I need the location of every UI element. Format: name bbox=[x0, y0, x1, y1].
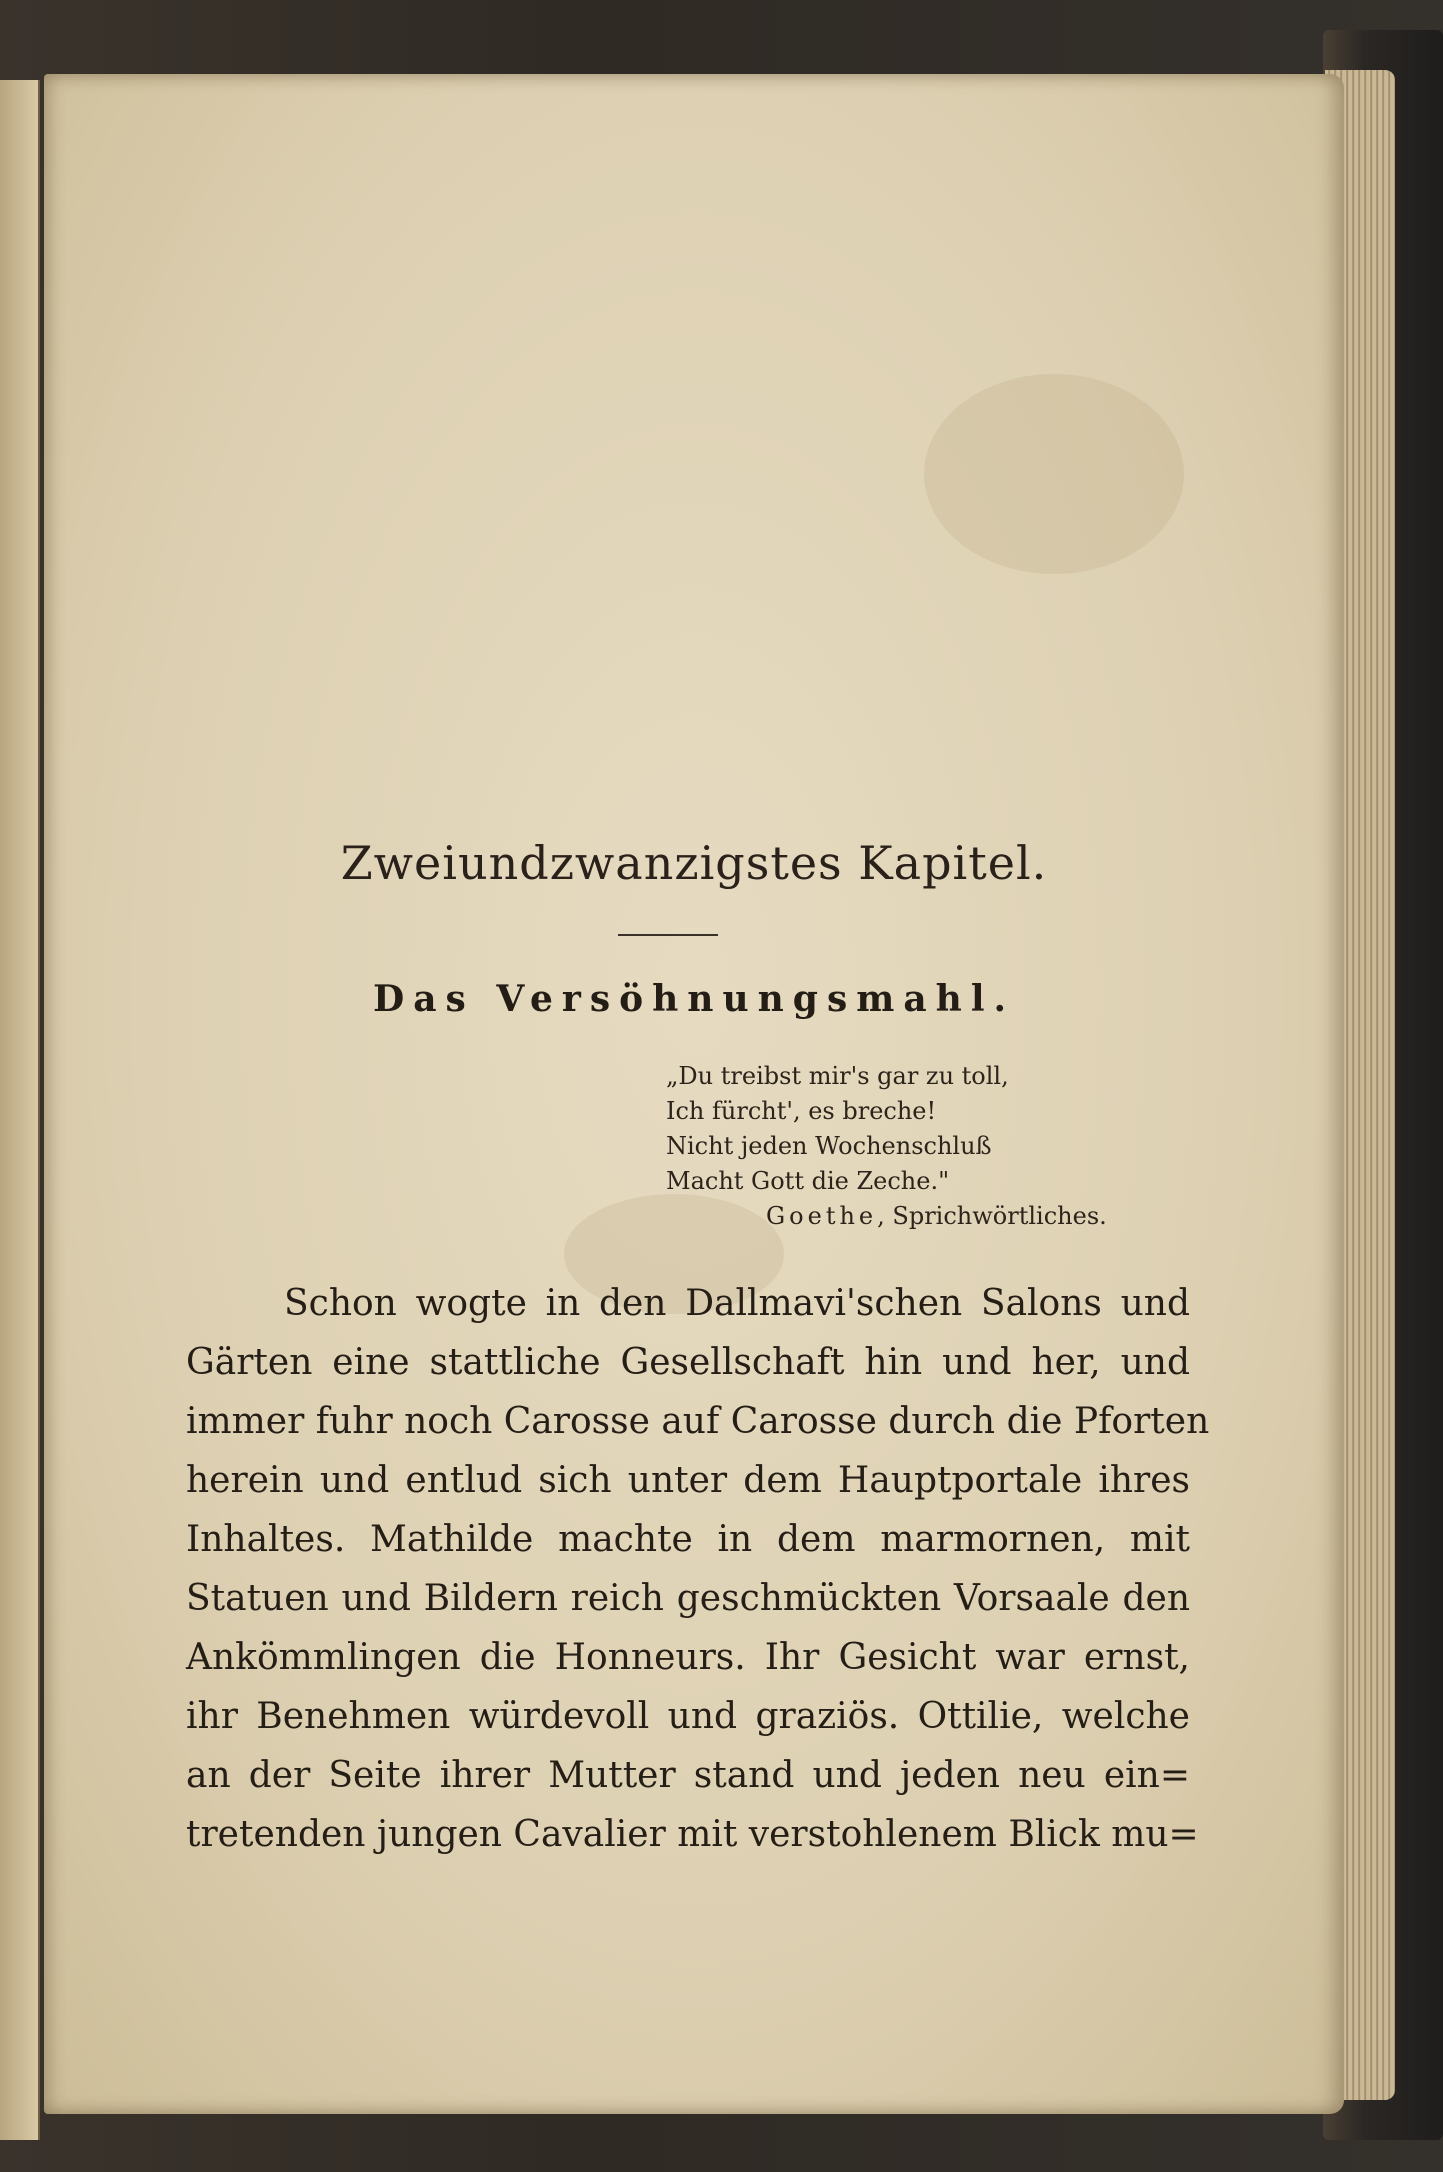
text-line: Ankömmlingen die Honneurs. Ihr Gesicht war ernst, bbox=[186, 1637, 1190, 1678]
chapter-title: Zweiundzwanzigstes Kapitel. bbox=[340, 836, 1048, 890]
text-line: ihr Benehmen würdevoll und graziös. Ottilie, welche bbox=[186, 1696, 1190, 1737]
epigraph bbox=[666, 1059, 1186, 1234]
section-title: Das Versöhnungsmahl. bbox=[372, 978, 1016, 1020]
text-line: herein und entlud sich unter dem Hauptportale ihres bbox=[186, 1460, 1190, 1501]
epigraph-line: „Du treibst mir's gar zu toll, bbox=[666, 1062, 1009, 1090]
text-line: Statuen und Bildern reich geschmückten Vorsaale den bbox=[186, 1578, 1190, 1619]
body-text bbox=[186, 1274, 1210, 1864]
paper-stain bbox=[924, 374, 1184, 574]
epigraph-line: Macht Gott die Zeche." bbox=[666, 1167, 950, 1195]
text-line: Schon wogte in den Dallmavi'schen Salons und bbox=[284, 1283, 1190, 1324]
text-line: tretenden jungen Cavalier mit verstohlenem Blick mu= bbox=[186, 1814, 1199, 1855]
text-line: Inhaltes. Mathilde machte in dem marmornen, mit bbox=[186, 1519, 1190, 1560]
epigraph-line: Nicht jeden Wochenschluß bbox=[666, 1132, 992, 1160]
text-line: immer fuhr noch Carosse auf Carosse durch die Pforten bbox=[186, 1401, 1210, 1442]
title-divider bbox=[618, 934, 718, 936]
epigraph-attribution bbox=[666, 1199, 1186, 1234]
epigraph-author: Goethe bbox=[766, 1202, 878, 1230]
epigraph-line: Ich fürcht', es breche! bbox=[666, 1097, 937, 1125]
book-page bbox=[44, 74, 1344, 2114]
text-line: Gärten eine stattliche Gesellschaft hin und her, und bbox=[186, 1342, 1190, 1383]
left-page-edge bbox=[0, 80, 40, 2140]
text-line: an der Seite ihrer Mutter stand und jeden neu ein= bbox=[186, 1755, 1190, 1796]
epigraph-source: , Sprichwörtliches. bbox=[877, 1202, 1107, 1230]
